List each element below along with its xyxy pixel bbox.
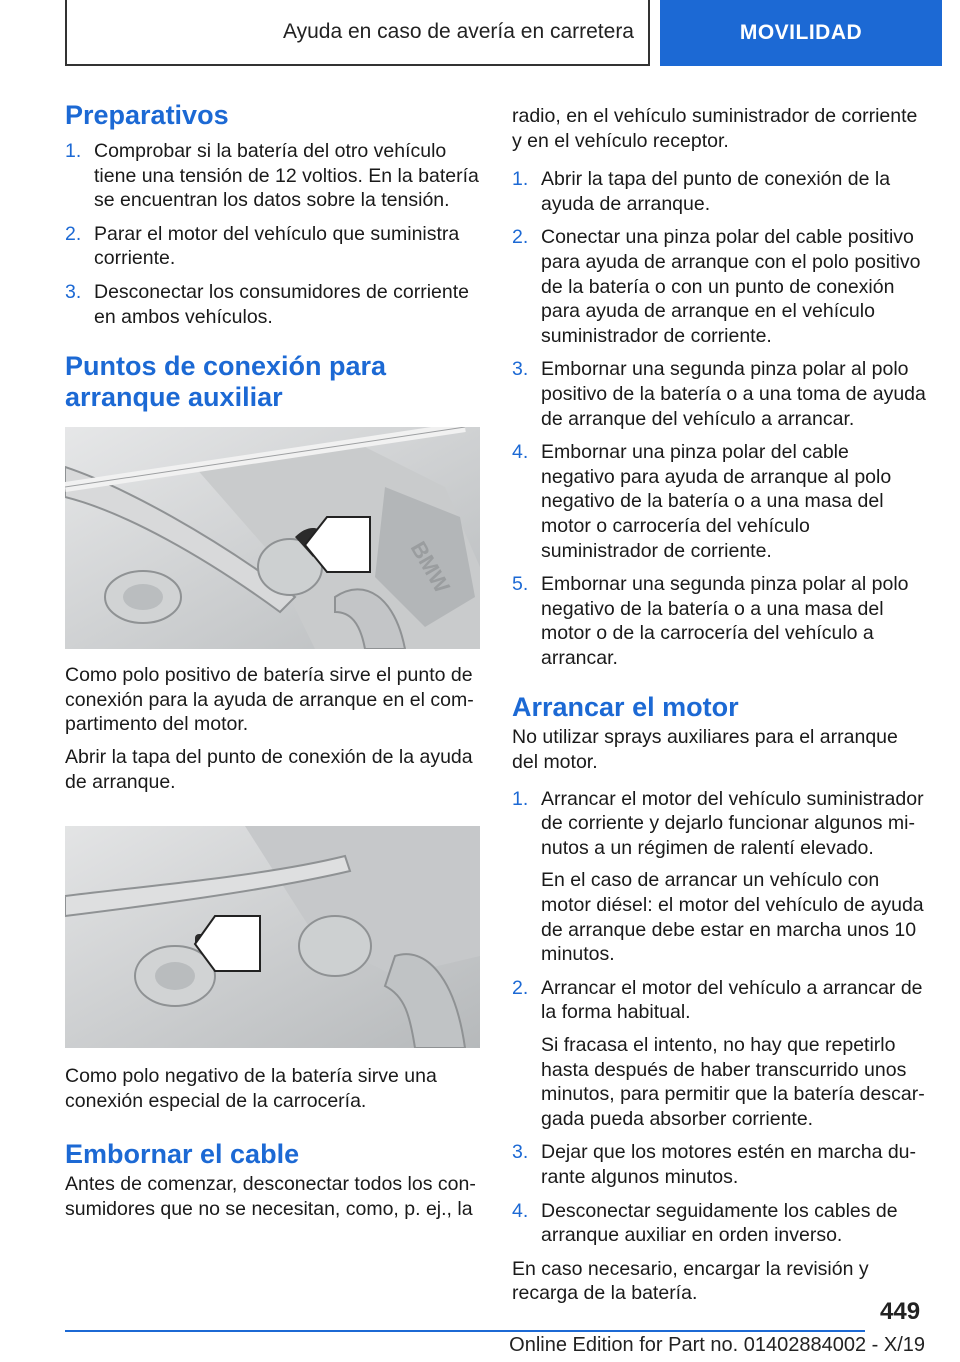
list-item	[65, 139, 480, 213]
step-text: Dejar que los motores estén en marcha durante algunos minutos.	[541, 1141, 917, 1188]
paragraph: En caso necesario, encargar la revisión y recarga de la batería.	[512, 1257, 869, 1305]
step-text-main: Arrancar el motor del vehículo a arrancar de la forma habitual.	[541, 976, 923, 1024]
step-number: 4.	[512, 441, 529, 464]
step-number: 2.	[65, 222, 82, 245]
step-number: 2.	[512, 976, 529, 999]
step-number: 3.	[65, 280, 82, 303]
footer-divider	[65, 1330, 865, 1332]
page-number: 449	[880, 1298, 921, 1325]
step-text: Parar el motor del vehículo que suministra corriente.	[94, 222, 460, 270]
footer-edition: Online Edition for Part no. 01402884002 - X/19	[509, 1334, 925, 1356]
paragraph: radio, en el vehículo suministrador de corriente y en el vehículo receptor.	[512, 105, 918, 152]
left-column	[65, 100, 480, 1230]
connect-steps	[512, 167, 927, 670]
step-text: Abrir la tapa del punto de conexión de la ayuda de arranque.	[541, 168, 891, 215]
step-text-note: En el caso de arrancar un vehículo con motor diésel: el motor del vehículo de ayuda de arranque debe estar en marcha unos 10 minutos.	[541, 869, 924, 966]
list-item	[512, 1140, 927, 1189]
paragraph: Como polo negativo de la batería sirve una conexión especial de la carrocería.	[65, 1065, 437, 1112]
step-number: 1.	[65, 140, 82, 162]
list-item	[512, 357, 927, 431]
step-text	[541, 787, 927, 967]
engine-illustration-positive	[65, 427, 480, 649]
list-item	[512, 787, 927, 967]
paragraph: No utilizar sprays auxiliares para el arranque del motor.	[512, 726, 898, 774]
step-text: Embornar una segunda pinza polar al polo negativo de la batería o a una masa del motor o de la carrocería del vehículo a arrancar.	[541, 573, 909, 669]
list-item	[512, 167, 927, 216]
bmw-logo: BMW	[405, 537, 455, 598]
step-number: 1.	[512, 168, 529, 191]
engine-photo-negative	[65, 826, 480, 1048]
list-item	[512, 572, 927, 670]
engine-illustration-negative	[65, 826, 480, 1048]
list-item	[512, 976, 927, 1132]
engine-photo-positive	[65, 427, 480, 649]
heading-start-engine: Arrancar el motor	[512, 692, 739, 723]
step-text: Desconectar los consumidores de corriente en ambos vehículos.	[94, 280, 470, 328]
list-item	[512, 440, 927, 563]
step-text: Desconectar seguidamente los cables de arranque auxiliar en orden inverso.	[541, 1199, 898, 1247]
step-number: 4.	[512, 1199, 529, 1222]
heading-preparativos: Preparativos	[65, 100, 229, 130]
step-text: Conectar una pinza polar del cable positivo para ayuda de arranque con el polo positivo de la batería o con un punto de conexión para ayuda de arranque en el vehículo suministrador de corriente.	[541, 226, 921, 347]
page-header	[0, 0, 960, 66]
paragraph: Como polo positivo de batería sirve el punto de conexión para la ayuda de arranque en el compartimento del motor.	[65, 664, 474, 736]
step-text: Comprobar si la batería del otro vehículo tiene una tensión de 12 voltios. En la batería se encuentran los datos sobre la tensión.	[94, 140, 479, 212]
start-steps	[512, 787, 927, 1248]
chapter-tab: MOVILIDAD	[660, 0, 942, 66]
heading-connection-points: Puntos de conexión para arranque auxiliar	[65, 351, 387, 413]
step-text: Embornar una segunda pinza polar al polo positivo de la batería o a una toma de ayuda de arranque del vehículo a arrancar.	[541, 358, 926, 430]
step-number: 2.	[512, 226, 529, 249]
step-text	[541, 976, 927, 1132]
step-number: 1.	[512, 787, 529, 810]
list-item	[65, 222, 480, 271]
step-text: Embornar una pinza polar del cable negativo para ayuda de arranque al polo negativo de la batería o a una masa del motor o carrocería del vehículo suministrador de corriente.	[541, 441, 892, 562]
list-item	[512, 225, 927, 348]
section-title: Ayuda en caso de avería en carretera	[65, 0, 650, 66]
step-number: 3.	[512, 1141, 529, 1164]
step-text-main: Arrancar el motor del vehículo suministrador de corriente y dejarlo funcionar algunos minutos a un régimen de ralentí elevado.	[541, 787, 924, 859]
prep-steps	[65, 139, 480, 329]
step-number: 5.	[512, 573, 529, 596]
step-text-note: Si fracasa el intento, no hay que repetirlo hasta después de haber transcurrido unos minutos, para permitir que la batería descargada pueda absorber corriente.	[541, 1034, 925, 1130]
paragraph: Antes de comenzar, desconectar todos los consumidores que no se necesitan, como, p. ej., la	[65, 1173, 476, 1220]
step-number: 3.	[512, 358, 529, 381]
right-column	[512, 104, 927, 1314]
heading-connect-cable: Embornar el cable	[65, 1139, 300, 1170]
list-item	[512, 1199, 927, 1248]
paragraph: Abrir la tapa del punto de conexión de la ayuda de arranque.	[65, 745, 473, 793]
list-item	[65, 280, 480, 329]
